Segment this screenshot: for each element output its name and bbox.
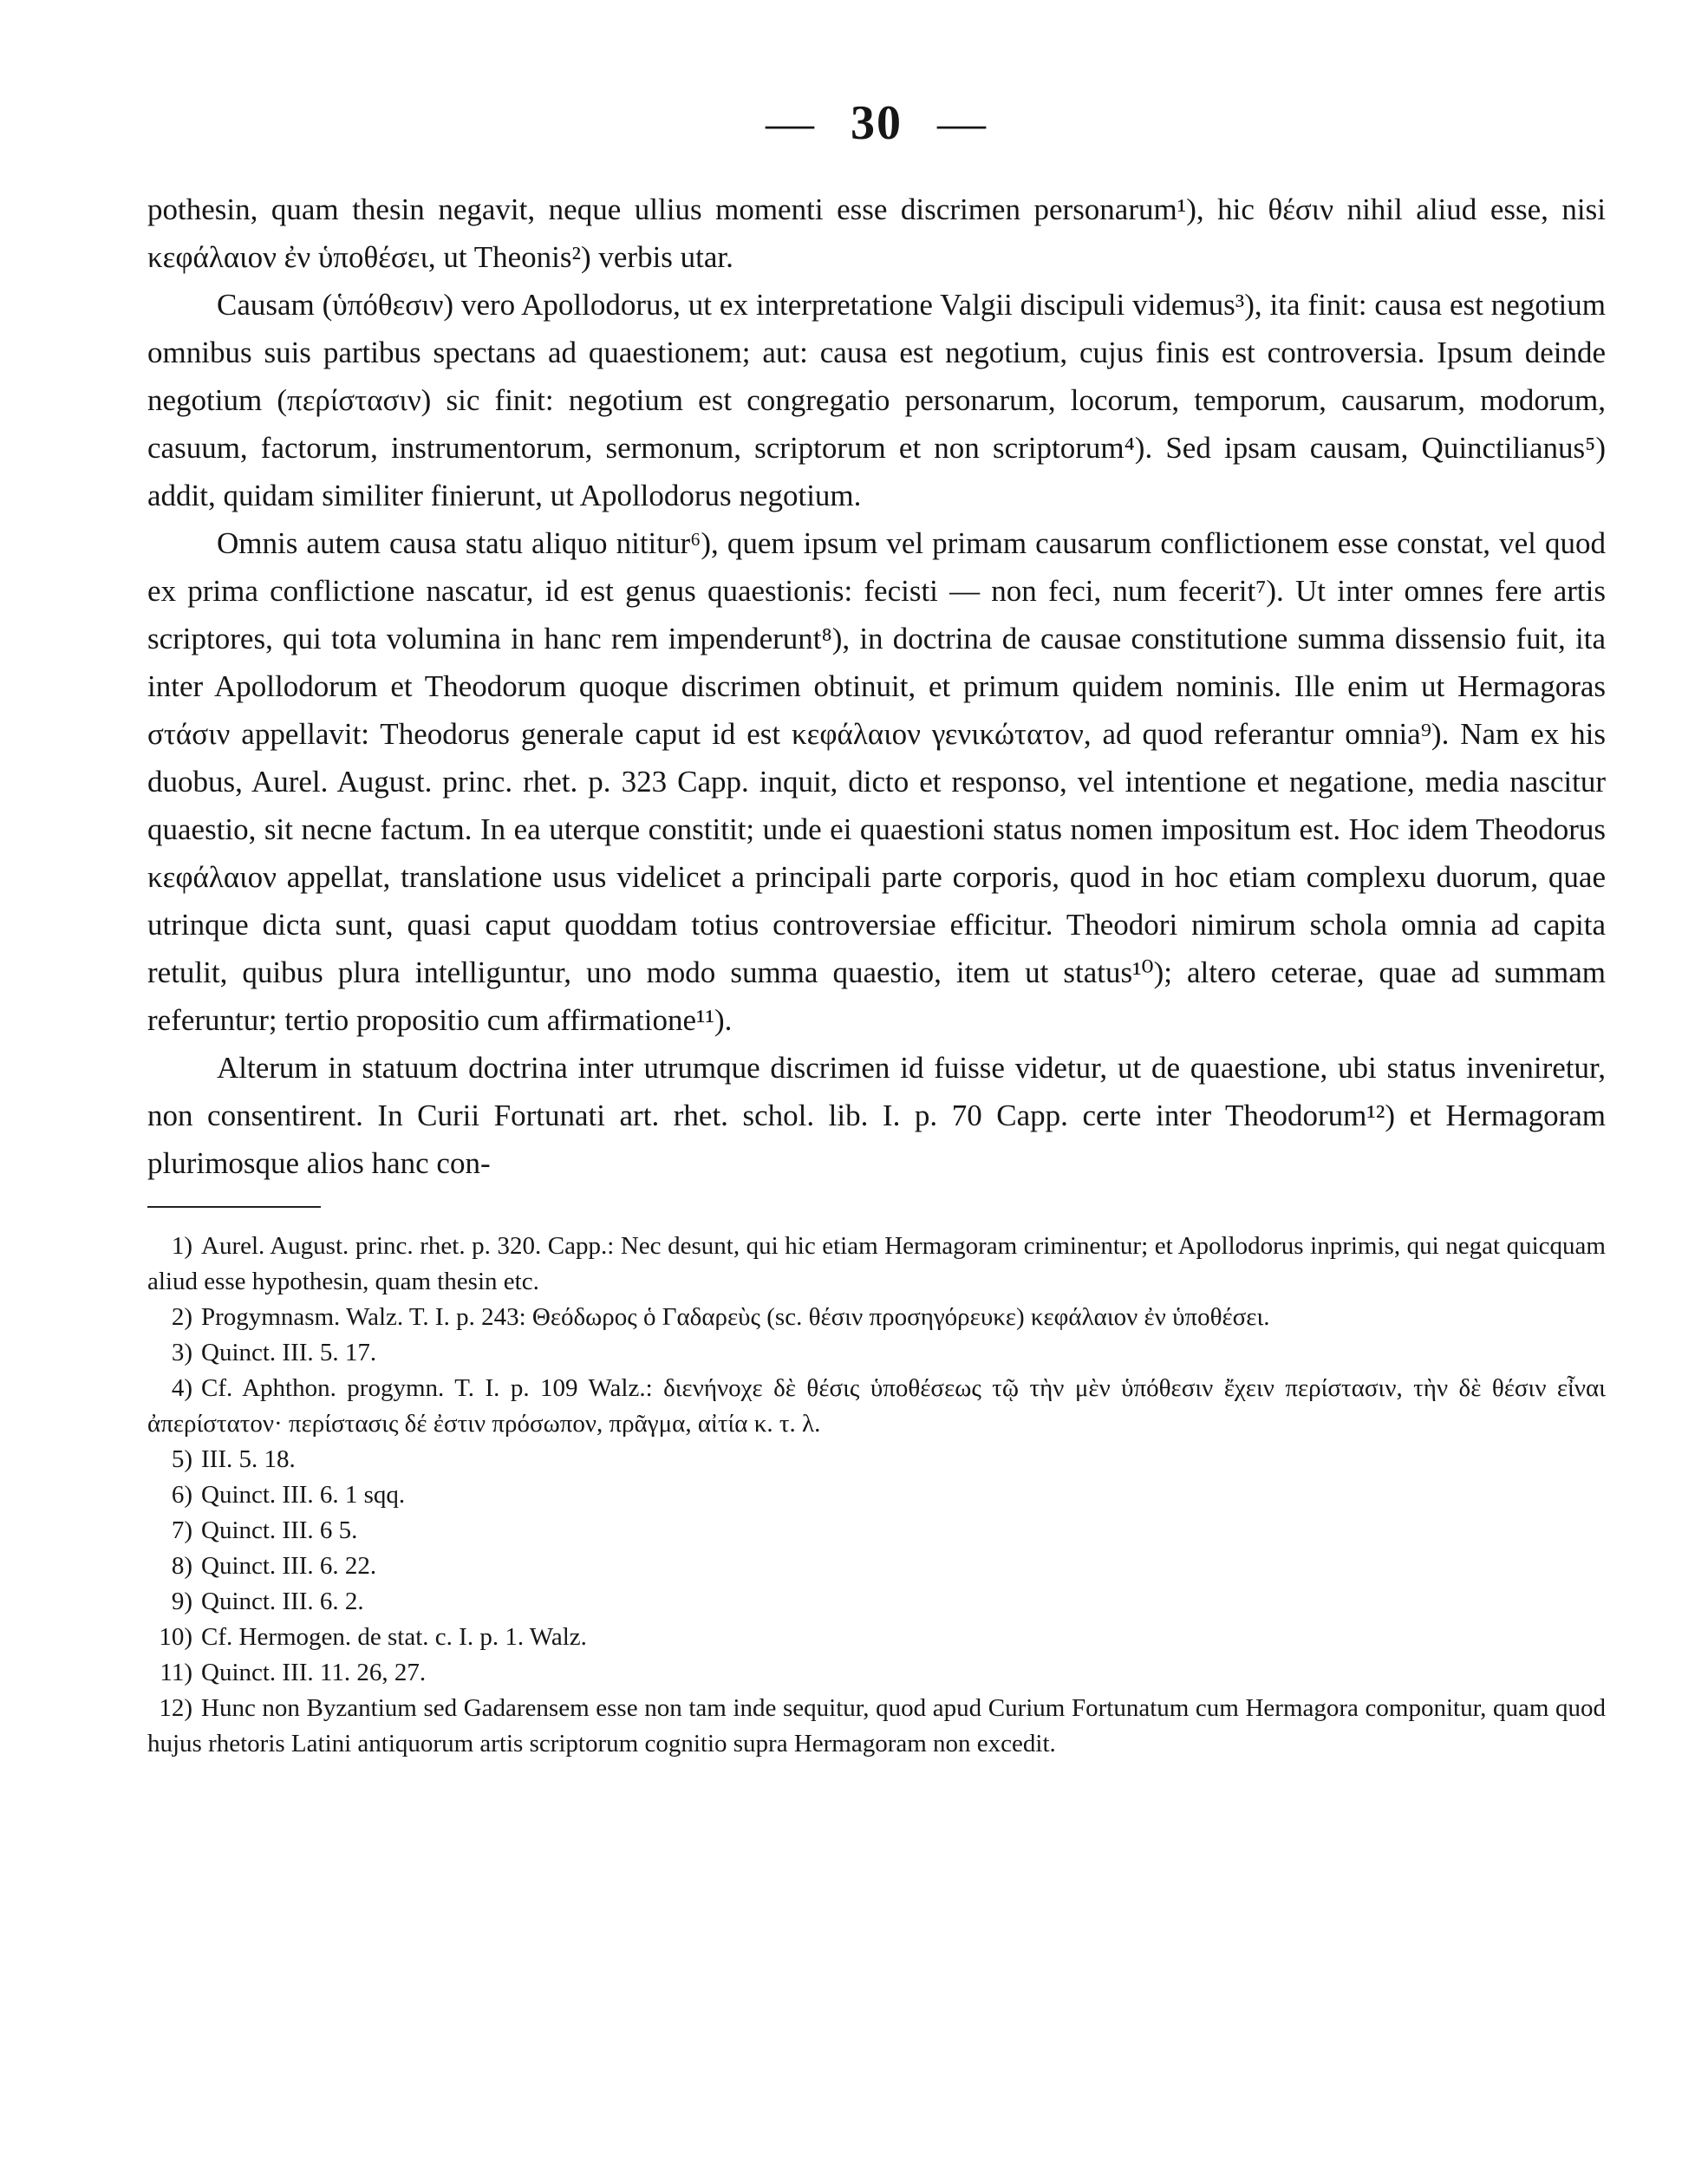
footnote-text: Hunc non Byzantium sed Gadarensem esse non tam inde sequitur, quod apud Curium Fortunatum cum Hermagora componitur, quam quod hujus rhetoris Latini antiquorum artis scriptorum cognitio supra Hermagoram non excedit. <box>147 1694 1606 1757</box>
footnote-text: Quinct. III. 6 5. <box>201 1516 358 1544</box>
footnote-number: 7) <box>171 1516 192 1544</box>
page-header <box>147 97 1606 149</box>
footnote-number: 10) <box>159 1623 192 1651</box>
footnote-text: Cf. Hermogen. de stat. c. I. p. 1. Walz. <box>201 1623 587 1651</box>
footnote-9 <box>147 1584 1606 1620</box>
paragraph-3: Omnis autem causa statu aliquo nititur⁶), quem ipsum vel primam causarum conflictionem esse constat, vel quod ex prima conflictione nascatur, id est genus quaestionis: fecisti — non feci, num fecerit⁷). Ut inter omnes fere artis scriptores, qui tota volumina in hanc rem impenderunt⁸), in doctrina de causae constitutione summa dissensio fuit, ita inter Apollodorum et Theodorum quoque discrimen obtinuit, et primum quidem nominis. Ille enim ut Hermagoras στάσιν appellavit: Theodorus generale caput id est κεφάλαιον γενικώτατον, ad quod referantur omnia⁹). Nam ex his duobus, Aurel. August. princ. rhet. p. 323 Capp. inquit, dicto et responso, vel intentione et negatione, media nascitur quaestio, sit necne factum. In ea uterque constitit; unde ei quaestioni status nomen impositum est. Hoc idem Theodorus κεφάλαιον appellat, translatione usus videlicet a principali parte corporis, quod in hoc etiam complexu duorum, quae utrinque dicta sunt, quasi caput quoddam totius controversiae efficitur. Theodori nimirum schola omnia ad capita retulit, quibus plura intelliguntur, uno modo summa quaestio, item ut status¹⁰); altero ceterae, quae ad summam referuntur; tertio propositio cum affirmatione¹¹). <box>147 526 1606 1037</box>
footnote-number: 4) <box>171 1374 192 1402</box>
paragraph-1: pothesin, quam thesin negavit, neque ullius momenti esse discrimen personarum¹), hic θέσιν nihil aliud esse, nisi κεφάλαιον ἐν ὑποθέσει, ut Theonis²) verbis utar. <box>147 192 1606 274</box>
footnote-8 <box>147 1549 1606 1584</box>
footnote-6 <box>147 1477 1606 1513</box>
footnotes <box>147 1229 1606 1762</box>
footnote-divider <box>147 1206 321 1208</box>
footnote-number: 9) <box>171 1588 192 1615</box>
footnote-7 <box>147 1513 1606 1549</box>
footnote-5 <box>147 1442 1606 1477</box>
footnote-text: Cf. Aphthon. progymn. T. I. p. 109 Walz.: διενήνοχε δὲ θέσις ὑποθέσεως τῷ τὴν μὲν ὑπόθεσιν ἔχειν περίστασιν, τὴν δὲ θέσιν εἶναι ἀπερίστατον· περίστασις δέ ἐστιν πρόσωπον, πρᾶγμα, αἰτία κ. τ. λ. <box>147 1374 1606 1438</box>
footnote-number: 3) <box>171 1339 192 1366</box>
footnote-text: Quinct. III. 6. 22. <box>201 1552 377 1580</box>
page-number: 30 <box>851 96 903 150</box>
footnote-1 <box>147 1229 1606 1300</box>
paragraph-2: Causam (ὑπόθεσιν) vero Apollodorus, ut ex interpretatione Valgii discipuli videmus³), ita finit: causa est negotium omnibus suis partibus spectans ad quaestionem; aut: causa est negotium, cujus finis est controversia. Ipsum deinde negotium (περίστασιν) sic finit: negotium est congregatio personarum, locorum, temporum, causarum, modorum, casuum, factorum, instrumentorum, sermonum, scriptorum et non scriptorum⁴). Sed ipsam causam, Quinctilianus⁵) addit, quidam similiter finierunt, ut Apollodorus negotium. <box>147 288 1606 512</box>
footnote-10 <box>147 1620 1606 1655</box>
paragraph-4: Alterum in statuum doctrina inter utrumque discrimen id fuisse videtur, ut de quaestione, ubi status inveniretur, non consentirent. In Curii Fortunati art. rhet. schol. lib. I. p. 70 Capp. certe inter Theodorum¹²) et Hermagoram plurimosque alios hanc con- <box>147 1051 1606 1180</box>
header-dash-left: — <box>766 96 816 150</box>
footnote-2 <box>147 1300 1606 1335</box>
footnote-text: Quinct. III. 5. 17. <box>201 1339 377 1366</box>
footnote-text: Quinct. III. 6. 2. <box>201 1588 364 1615</box>
header-dash-right: — <box>937 96 988 150</box>
footnote-text: III. 5. 18. <box>201 1445 296 1473</box>
footnote-text: Aurel. August. princ. rhet. p. 320. Capp.: Nec desunt, qui hic etiam Hermagoram criminentur; et Apollodorus inprimis, qui negat quicquam aliud esse hypothesin, quam thesin etc. <box>147 1232 1606 1295</box>
main-text <box>147 186 1606 1187</box>
footnote-text: Quinct. III. 6. 1 sqq. <box>201 1481 406 1509</box>
footnote-text: Progymnasm. Walz. T. I. p. 243: Θεόδωρος ὁ Γαδαρεὺς (sc. θέσιν προσηγόρευκε) κεφάλαιον ἐν ὑποθέσει. <box>201 1303 1270 1331</box>
footnote-3 <box>147 1335 1606 1371</box>
footnote-number: 6) <box>171 1481 192 1509</box>
footnote-number: 11) <box>160 1659 192 1686</box>
footnote-number: 8) <box>171 1552 192 1580</box>
footnote-number: 2) <box>171 1303 192 1331</box>
footnote-number: 1) <box>171 1232 192 1260</box>
footnote-number: 12) <box>159 1694 192 1722</box>
footnote-12 <box>147 1691 1606 1762</box>
footnote-number: 5) <box>171 1445 192 1473</box>
footnote-text: Quinct. III. 11. 26, 27. <box>201 1659 427 1686</box>
footnote-4 <box>147 1371 1606 1442</box>
footnote-11 <box>147 1655 1606 1691</box>
